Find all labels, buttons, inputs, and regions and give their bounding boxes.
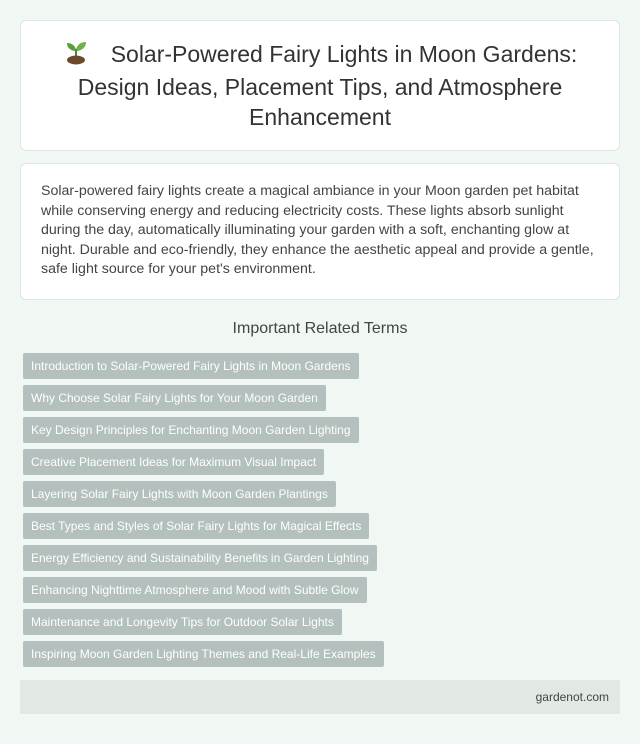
related-terms-list <box>23 353 623 673</box>
related-term-tag[interactable]: Enhancing Nighttime Atmosphere and Mood with Subtle Glow <box>23 577 367 603</box>
related-term-tag[interactable]: Maintenance and Longevity Tips for Outdoor Solar Lights <box>23 609 342 635</box>
footer-site-link[interactable]: gardenot.com <box>535 690 609 704</box>
title-text: Solar-Powered Fairy Lights in Moon Gardens: Design Ideas, Placement Tips, and Atmosphere Enhancement <box>77 41 578 130</box>
intro-card <box>20 163 620 300</box>
sprout-icon <box>63 39 89 72</box>
related-term-tag[interactable]: Introduction to Solar-Powered Fairy Lights in Moon Gardens <box>23 353 359 379</box>
related-term-tag[interactable]: Why Choose Solar Fairy Lights for Your Moon Garden <box>23 385 326 411</box>
related-term-tag[interactable]: Layering Solar Fairy Lights with Moon Garden Plantings <box>23 481 336 507</box>
footer <box>20 680 620 714</box>
intro-text: Solar-powered fairy lights create a magical ambiance in your Moon garden pet habitat while conserving energy and reducing electricity costs. These lights absorb sunlight during the day, automatically illuminating your garden with a soft, enchanting glow at night. Durable and eco-friendly, they enhance the aesthetic appeal and provide a gentle, safe light source for your pet's environment. <box>41 183 594 278</box>
related-term-tag[interactable]: Key Design Principles for Enchanting Moon Garden Lighting <box>23 417 359 443</box>
page-title <box>51 39 589 132</box>
title-card <box>20 20 620 151</box>
related-term-tag[interactable]: Creative Placement Ideas for Maximum Visual Impact <box>23 449 324 475</box>
related-terms-heading: Important Related Terms <box>232 320 408 337</box>
related-term-tag[interactable]: Best Types and Styles of Solar Fairy Lights for Magical Effects <box>23 513 369 539</box>
related-term-tag[interactable]: Inspiring Moon Garden Lighting Themes and Real-Life Examples <box>23 641 384 667</box>
related-term-tag[interactable]: Energy Efficiency and Sustainability Benefits in Garden Lighting <box>23 545 377 571</box>
